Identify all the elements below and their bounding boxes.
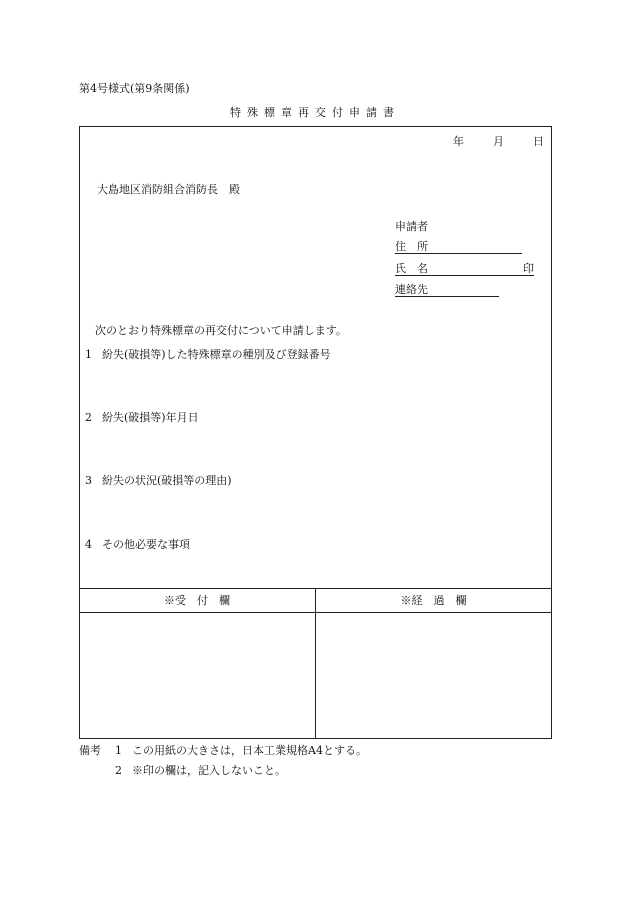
name-field[interactable] xyxy=(395,275,534,276)
item-text: 紛失(破損等)年月日 xyxy=(102,411,199,424)
form-title: 特殊標章再交付申請書 xyxy=(230,106,400,119)
address-label: 住 所 xyxy=(395,240,428,253)
progress-header: ※経 過 欄 xyxy=(400,594,467,607)
note-1 xyxy=(79,744,367,758)
item-number: 4 xyxy=(85,538,92,551)
item-number: 1 xyxy=(85,348,92,361)
item-number: 2 xyxy=(85,411,92,424)
note-text: この用紙の大きさは，日本工業規格A4とする。 xyxy=(132,744,367,757)
seal-mark: 印 xyxy=(523,262,534,275)
note-2 xyxy=(115,764,286,778)
form-number: 第4号様式(第9条関係) xyxy=(79,82,190,95)
item-1 xyxy=(85,348,331,362)
note-number: 2 xyxy=(115,764,122,777)
item-number: 3 xyxy=(85,474,92,487)
note-text: ※印の欄は，記入しないこと。 xyxy=(132,764,286,777)
note-number: 1 xyxy=(115,744,122,757)
item-2 xyxy=(85,411,199,425)
name-label: 氏 名 xyxy=(395,262,428,275)
item-4 xyxy=(85,538,190,552)
item-text: その他必要な事項 xyxy=(102,538,190,551)
address-field[interactable] xyxy=(395,253,522,254)
item-text: 紛失(破損等)した特殊標章の種別及び登録番号 xyxy=(102,348,331,361)
intro-text: 次のとおり特殊標章の再交付について申請します。 xyxy=(95,324,347,337)
contact-label: 連絡先 xyxy=(395,283,428,296)
addressee: 大島地区消防組合消防長 殿 xyxy=(97,183,240,196)
progress-box xyxy=(316,613,551,738)
date-line xyxy=(453,135,544,149)
notes-label: 備考 xyxy=(79,744,101,757)
date-month-label: 月 xyxy=(493,135,504,148)
reception-box xyxy=(80,613,314,738)
item-3 xyxy=(85,474,232,488)
date-day-label: 日 xyxy=(533,135,544,148)
contact-field[interactable] xyxy=(395,296,499,297)
applicant-heading: 申請者 xyxy=(395,220,428,233)
date-year-label: 年 xyxy=(453,135,464,148)
reception-header: ※受 付 欄 xyxy=(164,594,230,607)
item-text: 紛失の状況(破損等の理由) xyxy=(102,474,232,487)
